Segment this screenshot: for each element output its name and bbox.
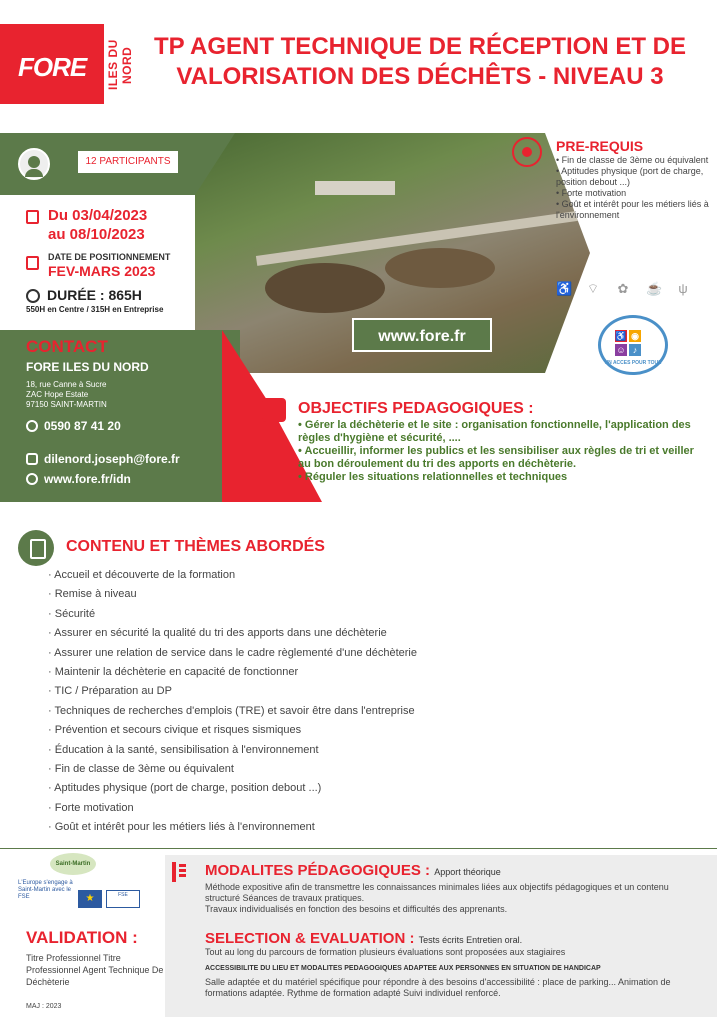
divider (0, 848, 717, 849)
calendar-check-icon (26, 256, 39, 270)
duration: DURÉE : 865H (47, 287, 142, 303)
list-item: · Sécurité (48, 607, 417, 626)
list-item: • Forte motivation (556, 188, 712, 199)
list-item: · Fin de classe de 3ème ou équivalent (48, 762, 417, 781)
selection-title (205, 930, 522, 947)
accessibility-text: Salle adaptée et du matériel spécifique pour répondre à des besoins d'accessibilité : place de parking... Animation de formations adaptée. Rythme de formation adapté Suivi individuel renforcé. (205, 977, 671, 998)
list-item: · Accueil et découverte de la formation (48, 568, 417, 587)
list-item: · Maintenir la déchèterie en capacité de fonctionner (48, 665, 417, 684)
address-line: 18, rue Canne à Sucre (26, 380, 107, 389)
positioning-label: DATE DE POSITIONNEMENT (48, 252, 171, 262)
date-end: au 08/10/2023 (48, 226, 145, 243)
contact-address (26, 380, 107, 410)
logo-side-text: ILES DU NORD (106, 39, 134, 91)
selection-text: Tout au long du parcours de formation plusieurs évaluations sont proposées aux stagiaires (205, 947, 566, 957)
list-item: · Éducation à la santé, sensibilisation à l'environnement (48, 743, 417, 762)
duration-detail: 550H en Centre / 315H en Entreprise (26, 305, 164, 314)
coffee-icon: ☕ (646, 281, 663, 296)
selection-heading: SELECTION & EVALUATION : (205, 930, 415, 947)
list-icon (172, 862, 186, 882)
list-item: · Forte motivation (48, 801, 417, 820)
list-item: • Réguler les situations relationnelles et techniques (298, 471, 568, 483)
website-banner[interactable]: www.fore.fr (352, 318, 492, 352)
saint-martin-logo: Saint-Martin (50, 853, 96, 875)
contact-web[interactable] (26, 472, 131, 486)
accessibility-title: ACCESSIBILITE DU LIEU ET MODALITES PEDAGOGIQUES ADAPTEE AUX PERSONNES EN SITUATION DE HANDICAP (205, 965, 601, 972)
validation-title: VALIDATION : (26, 928, 138, 947)
list-item: • Gérer la déchèterie et le site : organisation fonctionnelle, l'application des règles d'hygiène et sécurité, .... (298, 419, 691, 444)
fore-logo (0, 24, 104, 104)
modalites-line: Méthode expositive afin de transmettre les connaissances minimales liées aux objectifs pédagogiques et un contenu structuré Séances de travaux pratiques. (205, 882, 669, 903)
mail-icon (26, 453, 38, 465)
logo-text: FORE (18, 52, 87, 82)
contact-title: CONTACT (26, 337, 108, 356)
list-item: • Goût et intérêt pour les métiers liés à l'environnement (556, 199, 712, 221)
accessibility-cell-icon: ◉ (629, 330, 641, 342)
selection-inline: Tests écrits Entretien oral. (418, 935, 523, 945)
modalites-line: Travaux individualisés en fonction des besoins et difficultés des apprenants. (205, 904, 508, 914)
date-start: Du 03/04/2023 (48, 207, 148, 224)
presenter-icon (262, 398, 286, 422)
calendar-icon (26, 210, 39, 224)
phone-number: 0590 87 41 20 (44, 419, 121, 433)
globe-icon (26, 473, 38, 485)
photo-pile (265, 263, 385, 313)
accessibility-cell-icon: ☺ (616, 345, 626, 355)
list-item: • Aptitudes physique (port de charge, position debout ...) (556, 166, 712, 188)
list-item: · TIC / Préparation au DP (48, 684, 417, 703)
objectifs-list (298, 419, 698, 484)
document-icon (18, 530, 54, 566)
list-item: · Assurer une relation de service dans le cadre règlementé d'une déchèterie (48, 646, 417, 665)
modalites-title (205, 862, 501, 879)
list-item: · Goût et intérêt pour les métiers liés à l'environnement (48, 820, 417, 839)
badge-text: UN ACCES POUR TOUS (604, 360, 662, 366)
clock-icon (26, 289, 40, 303)
accessibility-cell-icon: ♿ (615, 331, 627, 341)
europe-logos (18, 880, 143, 922)
phone-icon (26, 420, 38, 432)
list-item: • Fin de classe de 3ème ou équivalent (556, 155, 712, 166)
eu-flag-icon: ★ (78, 890, 102, 908)
photo-pile (385, 248, 495, 288)
wheelchair-icon: ♿ (556, 281, 573, 296)
email-address: dilenord.joseph@fore.fr (44, 452, 180, 466)
list-item: · Prévention et secours civique et risques sismiques (48, 723, 417, 742)
page-title: TP AGENT TECHNIQUE DE RÉCEPTION ET DE VALORISATION DES DÉCHÊTS - NIVEAU 3 (153, 33, 687, 90)
contact-org: FORE ILES DU NORD (26, 360, 149, 374)
contenu-list (48, 568, 417, 839)
validation-text: Titre Professionnel Titre Professionnel Agent Technique De Déchèterie (26, 953, 164, 987)
positioning-value: FEV-MARS 2023 (48, 263, 156, 279)
list-item: • Accueillir, informer les publics et les sensibiliser aux règles de tri et veiller au bon déroulement du tri des apports en déchèterie. (298, 445, 694, 470)
objectifs-title: OBJECTIFS PEDAGOGIQUES : (298, 400, 534, 417)
cog-icon: ✿ (617, 281, 629, 296)
worker-avatar-icon (18, 148, 50, 180)
list-item: · Remise à niveau (48, 587, 417, 606)
contact-email[interactable] (26, 452, 180, 466)
address-line: 97150 SAINT-MARTIN (26, 400, 107, 409)
prerequis-list (556, 155, 712, 221)
contenu-title: CONTENU ET THÈMES ABORDÉS (66, 538, 325, 555)
cutlery-icon: ψ (678, 281, 688, 296)
list-item: · Techniques de recherches d'emplois (TRE) et savoir être dans l'entreprise (48, 704, 417, 723)
accessibility-badge (598, 315, 668, 375)
contact-phone[interactable] (26, 419, 121, 433)
modalites-heading: MODALITES PÉDAGOGIQUES : (205, 862, 431, 879)
fse-logo-icon: FSE (106, 890, 140, 908)
wifi-icon: ⌔ (586, 281, 600, 296)
list-item: · Aptitudes physique (port de charge, position debout ...) (48, 781, 417, 800)
accessibility-cell-icon: ♪ (629, 344, 641, 356)
update-date: MAJ : 2023 (26, 1003, 62, 1010)
address-line: ZAC Hope Estate (26, 390, 89, 399)
modalites-text (205, 882, 695, 915)
list-item: · Assurer en sécurité la qualité du tri des apports dans une déchèterie (48, 626, 417, 645)
amenities-row (556, 282, 690, 296)
photo-shed (315, 181, 395, 195)
modalites-inline: Apport théorique (434, 867, 501, 877)
participants-badge: 12 PARTICIPANTS (78, 151, 178, 173)
prerequis-title: PRE-REQUIS (556, 138, 644, 154)
europe-text: L'Europe s'engage à Saint-Martin avec le FSE (18, 880, 73, 900)
web-address: www.fore.fr/idn (44, 472, 131, 486)
people-icon (512, 137, 542, 167)
